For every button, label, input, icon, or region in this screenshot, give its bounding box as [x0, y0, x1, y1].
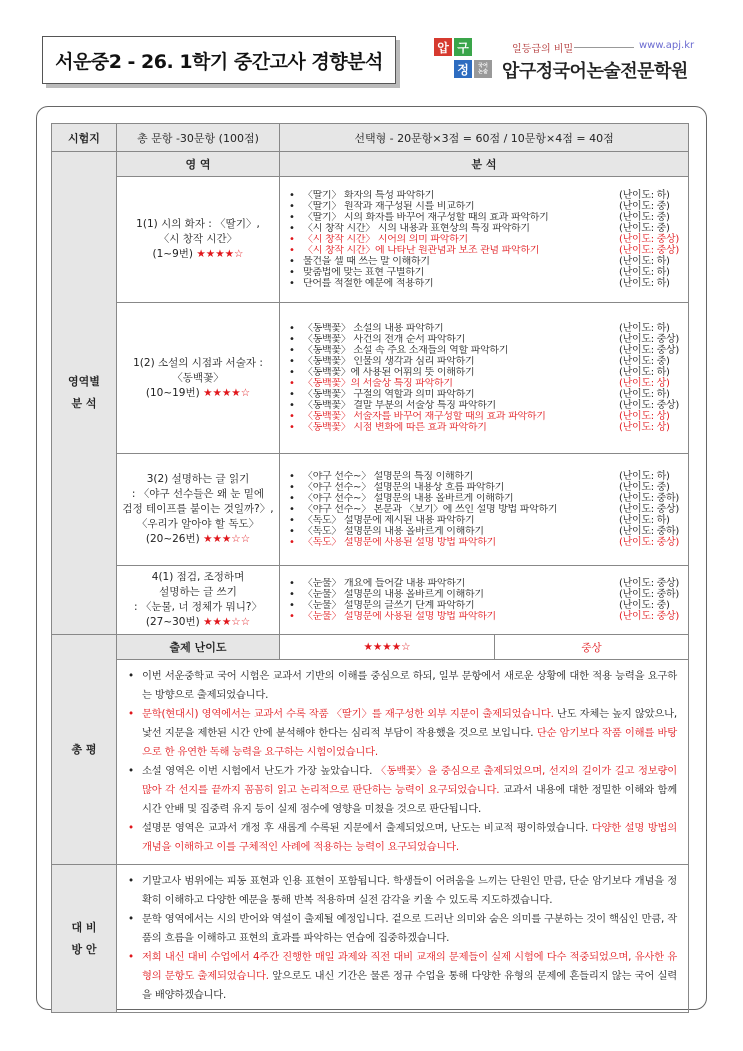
analysis-item	[289, 201, 681, 212]
analysis-table	[51, 123, 689, 1013]
plan-paragraph-text: 앞으로도 내신 기간은 물론 정규 수업을 통해 다양한 유형의 문제에 흔들리지 않는 국어 실력을 배양하겠습니다.	[142, 970, 678, 1001]
difficulty-label: 출제 난이도	[117, 635, 280, 660]
analysis-item-text: • 〈눈물〉 설명문의 내용 올바르게 이해하기	[303, 589, 484, 600]
analysis-item-difficulty: (난이도: 하)	[619, 256, 670, 267]
area-row	[52, 454, 689, 566]
difficulty-stars: ★★★★☆	[196, 248, 244, 260]
area-title-line: 3(2) 설명하는 글 읽기	[146, 473, 250, 485]
area-row	[52, 566, 689, 635]
analysis-item-difficulty: (난이도: 중)	[619, 212, 670, 223]
analysis-item	[289, 600, 681, 611]
analysis-item	[289, 212, 681, 223]
difficulty-level: 중상	[495, 635, 689, 660]
analysis-item-difficulty: (난이도: 중)	[619, 600, 670, 611]
exam-breakdown: 선택형 - 20문항×3점 = 60점 / 10문항×4점 = 40점	[280, 124, 689, 152]
analysis-item-text: • 〈동백꽃〉에 사용된 어휘의 뜻 이해하기	[303, 367, 475, 378]
analysis-item-text: • 〈독도〉 설명문에 제시된 내용 파악하기	[303, 515, 475, 526]
difficulty-stars: ★★★☆☆	[203, 616, 251, 628]
plan-list	[118, 866, 687, 1011]
analysis-list	[281, 185, 687, 294]
analysis-cell	[280, 454, 689, 566]
column-analysis: 분 석	[280, 152, 689, 177]
analysis-list	[281, 318, 687, 438]
analysis-item	[289, 367, 681, 378]
analysis-item	[289, 611, 681, 622]
analysis-item-text: • 〈시 창작 시간〉 시의 내용과 표현상의 특징 파악하기	[303, 223, 530, 234]
summary-paragraph-text: 설명문 영역은 교과서 개정 후 새롭게 수록된 지문에서 출제되었으며, 난도는 비교적 평이하였습니다.	[142, 822, 592, 834]
analysis-item-text: • 〈동백꽃〉의 서술상 특징 파악하기	[303, 378, 453, 389]
plan-cell	[117, 865, 689, 1013]
analysis-item-difficulty: (난이도: 중하)	[619, 526, 679, 537]
analysis-item-text: • 〈눈물〉 설명문의 글쓰기 단계 파악하기	[303, 600, 475, 611]
page-title-text: 서운중2 - 26. 1학기 중간고사 경향분석	[55, 50, 383, 73]
analysis-item-text: • 〈독도〉 설명문의 내용 올바르게 이해하기	[303, 526, 484, 537]
analysis-item	[289, 504, 681, 515]
analysis-item	[289, 471, 681, 482]
area-range-text: (1~9번)	[152, 248, 194, 260]
logo-url: www.apj.kr	[639, 40, 695, 51]
summary-paragraph-text: 다양한 설명 방법의 개념을 이해하고 이를 구체적인 사례에 적용하는 능력이 요구되었습니다.	[142, 822, 678, 853]
analysis-item-difficulty: (난이도: 중)	[619, 482, 670, 493]
analysis-item	[289, 223, 681, 234]
logo-tagline: 일등급의 비밀	[512, 44, 574, 55]
analysis-item-text: • 〈동백꽃〉 소설 속 주요 소재들의 역할 파악하기	[303, 345, 509, 356]
area-title-line: : 〈눈물, 너 정체가 뭐니?〉	[134, 601, 262, 613]
analysis-item-difficulty: (난이도: 하)	[619, 323, 670, 334]
analysis-item	[289, 267, 681, 278]
area-cell	[117, 177, 280, 303]
analysis-item-difficulty: (난이도: 중상)	[619, 504, 679, 515]
plan-label-line-2: 방 안	[71, 942, 97, 956]
analysis-item-text: • 〈야구 선수~〉 설명문의 내용 올바르게 이해하기	[303, 493, 514, 504]
plan-paragraph	[126, 872, 677, 910]
analysis-item	[289, 245, 681, 256]
analysis-item-difficulty: (난이도: 중상)	[619, 334, 679, 345]
summary-paragraph-text: 이번 서운중학교 국어 시험은 교과서 기반의 이해를 중심으로 하되, 일부 문항에서 새로운 상황에 대한 적용 능력을 요구하는 방향으로 출제되었습니다.	[142, 670, 678, 701]
column-header-row	[52, 152, 689, 177]
analysis-item	[289, 422, 681, 433]
area-row	[52, 303, 689, 454]
summary-paragraph	[126, 819, 677, 857]
analysis-item	[289, 537, 681, 548]
analysis-item-text: • 〈딸기〉 화자의 특성 파악하기	[303, 190, 434, 201]
analysis-item-text: • 단어를 적절한 예문에 적용하기	[303, 278, 434, 289]
analysis-item-difficulty: (난이도: 중하)	[619, 589, 679, 600]
analysis-item-difficulty: (난이도: 중)	[619, 356, 670, 367]
summary-paragraph-text: 단순 암기보다 작품 이해를 바탕으로 한 유연한 독해 능력을 요구하는 시험이었습니다.	[142, 727, 678, 758]
logo-char-3: 정	[454, 60, 472, 78]
area-title-line: 〈동백꽃〉	[172, 371, 224, 384]
analysis-item-text: • 〈눈물〉 개요에 들어갈 내용 파악하기	[303, 578, 465, 589]
summary-paragraph-text: 〈동백꽃〉을 중심으로 출제되었으며, 선지의 길이가 길고 정보량이 많아 각 선지를 끝까지 꼼꼼히 읽고 논리적으로 판단하는 능력이 요구되었습니다.	[142, 765, 678, 796]
analysis-item-text: • 물건을 셀 때 쓰는 말 이해하기	[303, 256, 430, 267]
logo-divider	[574, 47, 634, 48]
area-cell	[117, 566, 280, 635]
analysis-item-difficulty: (난이도: 하)	[619, 367, 670, 378]
area-title-line: 1(1) 시의 화자 : 〈딸기〉,	[136, 218, 260, 230]
area-range-text: (27~30번)	[145, 616, 200, 628]
logo-char-4: 국어 논술	[474, 60, 492, 78]
summary-list	[118, 661, 687, 863]
area-title-line: 〈시 창작 시간〉	[158, 233, 238, 245]
summary-paragraph-text: 문학(현대시) 영역에서는 교과서 수록 작품 〈딸기〉를 재구성한 외부 지문이 출제되었습니다.	[142, 708, 554, 720]
analysis-item-text: • 〈동백꽃〉 시점 변화에 따른 효과 파악하기	[303, 422, 487, 433]
analysis-item-text: • 〈딸기〉 원작과 재구성된 시를 비교하기	[303, 201, 475, 212]
logo-mark	[434, 38, 490, 84]
section-label-line-2: 분 석	[71, 397, 97, 410]
plan-paragraph-text: 기말고사 범위에는 피동 표현과 인용 표현이 포함됩니다. 학생들이 어려움을 느끼는 단원인 만큼, 단순 암기보다 개념을 정확히 이해하고 다양한 예문을 통해 반복 적용하며 실전 감각을 키울 수 있도록 지도하겠습니다.	[142, 875, 678, 906]
analysis-item-difficulty: (난이도: 중상)	[619, 245, 679, 256]
analysis-item	[289, 578, 681, 589]
analysis-item-text: • 〈동백꽃〉 사건의 전개 순서 파악하기	[303, 334, 465, 345]
area-range-text: (10~19번)	[145, 386, 200, 399]
analysis-item-text: • 〈눈물〉 설명문에 사용된 설명 방법 파악하기	[303, 611, 496, 622]
analysis-item	[289, 482, 681, 493]
area-title-line: : 〈야구 선수들은 왜 눈 밑에	[131, 488, 265, 500]
summary-paragraph	[126, 667, 677, 705]
area-range	[121, 386, 275, 401]
logo-char-1: 압	[434, 38, 452, 56]
analysis-item-difficulty: (난이도: 중상)	[619, 234, 679, 245]
analysis-item-difficulty: (난이도: 상)	[619, 411, 670, 422]
analysis-item-text: • 〈동백꽃〉 소설의 내용 파악하기	[303, 323, 444, 334]
analysis-item-difficulty: (난이도: 중상)	[619, 578, 679, 589]
analysis-item	[289, 234, 681, 245]
analysis-item	[289, 493, 681, 504]
plan-paragraph	[126, 948, 677, 1005]
section-label	[52, 152, 117, 635]
analysis-item	[289, 400, 681, 411]
analysis-item-text: • 〈동백꽃〉 인물의 생각과 심리 파악하기	[303, 356, 475, 367]
analysis-item	[289, 515, 681, 526]
analysis-item-difficulty: (난이도: 중상)	[619, 611, 679, 622]
analysis-item-text: • 〈야구 선수~〉 본문과 〈보기〉에 쓰인 설명 방법 파악하기	[303, 504, 558, 515]
analysis-item	[289, 411, 681, 422]
column-area: 영 역	[117, 152, 280, 177]
area-range	[121, 247, 275, 262]
difficulty-row	[52, 635, 689, 660]
analysis-item	[289, 378, 681, 389]
analysis-item-text: • 맞춤법에 맞는 표현 구별하기	[303, 267, 424, 278]
summary-paragraph	[126, 762, 677, 819]
analysis-cell	[280, 303, 689, 454]
analysis-item	[289, 526, 681, 537]
summary-paragraph-text: 난도 자체는 높지 않았으나, 낯선 지문을 제한된 시간 안에 분석해야 한다는 심리적 부담이 작용했을 것으로 보입니다.	[142, 708, 677, 739]
analysis-item	[289, 589, 681, 600]
analysis-list	[281, 466, 687, 553]
analysis-item-text: • 〈시 창작 시간〉에 나타난 원관념과 보조 관념 파악하기	[303, 245, 540, 256]
plan-label-line-1: 대 비	[71, 920, 97, 934]
plan-label	[52, 865, 117, 1013]
area-range	[121, 532, 275, 547]
area-row	[52, 177, 689, 303]
analysis-item-text: • 〈야구 선수~〉 설명문의 내용상 흐름 파악하기	[303, 482, 504, 493]
summary-paragraph	[126, 705, 677, 762]
plan-paragraph-text: 저희 내신 대비 수업에서 4주간 진행한 매일 과제와 직전 대비 교재의 문제들이 실제 시험에 다수 적중되었으며, 유사한 유형의 문항도 출제되었습니다.	[142, 951, 678, 982]
page-title	[42, 36, 396, 84]
analysis-item-difficulty: (난이도: 중하)	[619, 493, 679, 504]
logo-char-2: 구	[454, 38, 472, 56]
summary-label: 총 평	[52, 635, 117, 865]
area-cell	[117, 303, 280, 454]
difficulty-stars: ★★★☆☆	[203, 533, 251, 545]
analysis-item-text: • 〈동백꽃〉 구절의 역할과 의미 파악하기	[303, 389, 475, 400]
analysis-item-difficulty: (난이도: 하)	[619, 278, 670, 289]
analysis-item-difficulty: (난이도: 중)	[619, 201, 670, 212]
area-title-line: 〈우리가 알아야 할 독도〉	[136, 518, 260, 530]
plan-paragraph	[126, 910, 677, 948]
exam-row	[52, 124, 689, 152]
analysis-list	[281, 573, 687, 627]
analysis-item	[289, 356, 681, 367]
analysis-item	[289, 345, 681, 356]
summary-row	[52, 660, 689, 865]
analysis-cell	[280, 177, 689, 303]
analysis-item-difficulty: (난이도: 중상)	[619, 345, 679, 356]
analysis-item	[289, 190, 681, 201]
logo-name: 압구정국어논술전문학원	[502, 61, 688, 82]
analysis-item-difficulty: (난이도: 하)	[619, 267, 670, 278]
plan-paragraph-text: 문학 영역에서는 시의 반어와 역설이 출제될 예정입니다. 겉으로 드러난 의미와 숨은 의미를 구분하는 것이 핵심인 만큼, 작품의 흐름을 이해하고 표현의 효과를 파악하는 연습에 집중하겠습니다.	[142, 913, 678, 944]
analysis-item-difficulty: (난이도: 중상)	[619, 537, 679, 548]
analysis-item-difficulty: (난이도: 하)	[619, 515, 670, 526]
difficulty-stars: ★★★★☆	[280, 635, 495, 660]
analysis-item	[289, 323, 681, 334]
analysis-item-difficulty: (난이도: 상)	[619, 378, 670, 389]
area-title-line: 설명하는 글 쓰기	[159, 586, 237, 598]
plan-row	[52, 865, 689, 1013]
analysis-item-text: • 〈야구 선수~〉 설명문의 특징 이해하기	[303, 471, 474, 482]
exam-label: 시험지	[52, 124, 117, 152]
analysis-item-text: • 〈동백꽃〉 결말 부분의 서술상 특징 파악하기	[303, 400, 496, 411]
analysis-item-difficulty: (난이도: 하)	[619, 389, 670, 400]
summary-paragraph-text: 소설 영역은 이번 시험에서 난도가 가장 높았습니다.	[142, 765, 376, 777]
analysis-item	[289, 389, 681, 400]
academy-logo	[434, 38, 704, 86]
analysis-item	[289, 334, 681, 345]
analysis-item	[289, 278, 681, 289]
analysis-item-difficulty: (난이도: 중상)	[619, 400, 679, 411]
analysis-item-text: • 〈딸기〉 시의 화자를 바꾸어 재구성할 때의 효과 파악하기	[303, 212, 549, 223]
analysis-item-difficulty: (난이도: 하)	[619, 471, 670, 482]
area-range-text: (20~26번)	[145, 533, 200, 545]
analysis-item-text: • 〈독도〉 설명문에 사용된 설명 방법 파악하기	[303, 537, 496, 548]
analysis-item-difficulty: (난이도: 하)	[619, 190, 670, 201]
analysis-item	[289, 256, 681, 267]
exam-total: 총 문항 -30문항 (100점)	[117, 124, 280, 152]
area-range	[121, 615, 275, 630]
analysis-item-difficulty: (난이도: 상)	[619, 422, 670, 433]
area-title-line: 4(1) 점검, 조정하며	[151, 571, 245, 583]
analysis-item-text: • 〈시 창작 시간〉 시어의 의미 파악하기	[303, 234, 468, 245]
analysis-item-text: • 〈동백꽃〉 서술자를 바꾸어 재구성할 때의 효과 파악하기	[303, 411, 546, 422]
difficulty-stars: ★★★★☆	[203, 386, 251, 399]
section-label-line-1: 영역별	[68, 375, 100, 388]
summary-cell	[117, 660, 689, 865]
area-title-line: 검정 테이프를 붙이는 것일까?〉,	[122, 503, 274, 515]
summary-paragraph-text: 교과서 내용에 대한 정밀한 이해와 함께 시간 안배 및 집중력 유지 등이 실제 점수에 영향을 미쳤을 것으로 판단됩니다.	[142, 784, 678, 815]
area-cell	[117, 454, 280, 566]
area-title-line: 1(2) 소설의 시점과 서술자 :	[133, 356, 263, 369]
analysis-cell	[280, 566, 689, 635]
analysis-item-difficulty: (난이도: 중)	[619, 223, 670, 234]
